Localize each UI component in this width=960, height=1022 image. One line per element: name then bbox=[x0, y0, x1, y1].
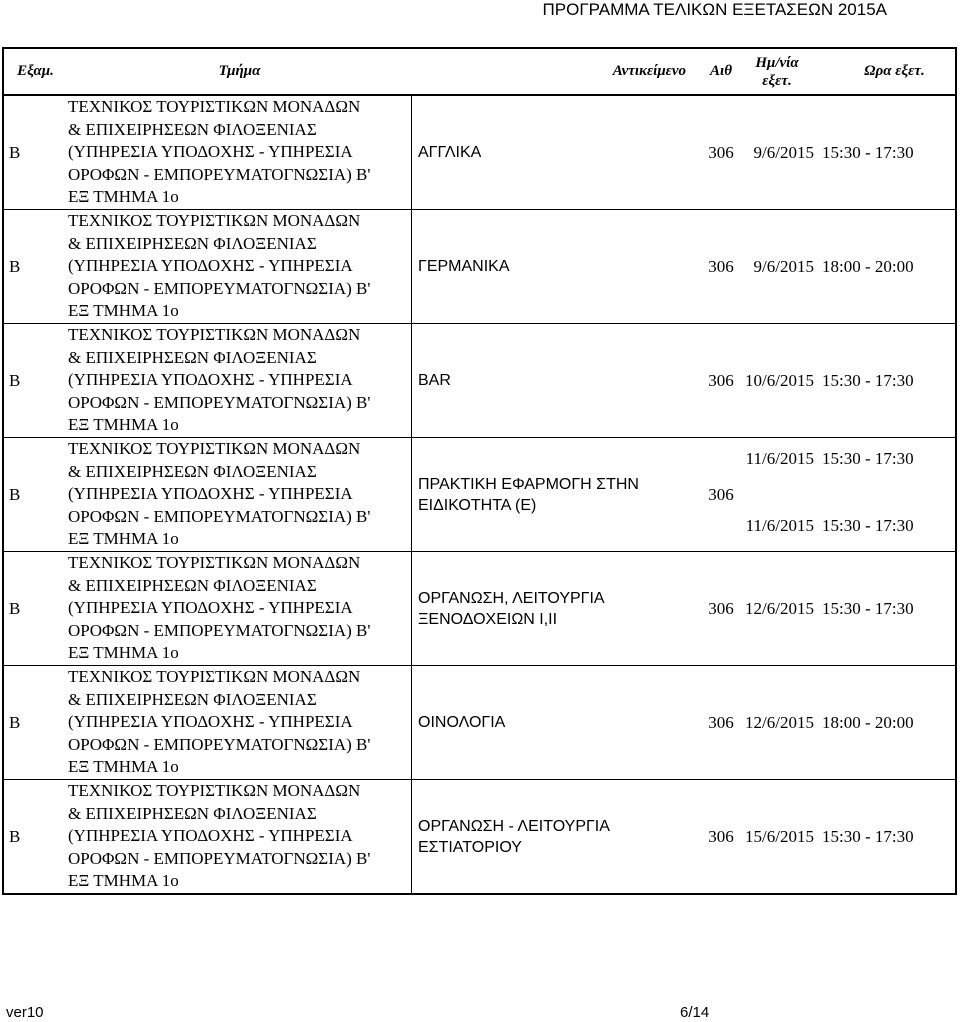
date-cell: 11/6/2015 bbox=[745, 449, 814, 468]
subject-cell: ΟΡΓΑΝΩΣΗ, ΛΕΙΤΟΥΡΓΙΑ ΞΕΝΟΔΟΧΕΙΩΝ Ι,ΙΙ bbox=[418, 589, 605, 628]
department-cell: ΤΕΧΝΙΚΟΣ ΤΟΥΡΙΣΤΙΚΩΝ ΜΟΝΑΔΩΝ & ΕΠΙΧΕΙΡΗΣΕΩΝ ΦΙΛΟΞΕΝΙΑΣ (ΥΠΗΡΕΣΙΑ ΥΠΟΔΟΧΗΣ - ΥΠΗΡΕΣΙΑ ΟΡΟΦΩΝ - ΕΜΠΟΡΕΥΜΑΤΟΓΝΩΣΙΑ) Β' ΕΞ ΤΜΗΜΑ 1ο bbox=[67, 96, 412, 209]
semester-cell: Β bbox=[9, 484, 21, 504]
schedule-slots bbox=[740, 324, 955, 437]
room-cell: 306 bbox=[708, 256, 734, 276]
room-cell: 306 bbox=[708, 598, 734, 618]
date-cell: 12/6/2015 bbox=[745, 712, 814, 732]
room-cell: 306 bbox=[708, 142, 734, 162]
schedule-slot bbox=[740, 142, 955, 164]
semester-cell: Β bbox=[9, 598, 21, 618]
header-room: Αιθ bbox=[710, 63, 732, 79]
date-cell: 9/6/2015 bbox=[753, 142, 814, 162]
table-header bbox=[4, 49, 955, 96]
schedule-slots bbox=[740, 438, 955, 551]
schedule-slot bbox=[740, 448, 955, 470]
room-cell: 306 bbox=[708, 826, 734, 846]
table-row bbox=[4, 210, 955, 324]
room-cell: 306 bbox=[708, 712, 734, 732]
time-cell: 18:00 - 20:00 bbox=[822, 256, 914, 276]
schedule-slots bbox=[740, 552, 955, 665]
schedule-slots bbox=[740, 96, 955, 209]
table-row bbox=[4, 666, 955, 780]
department-cell: ΤΕΧΝΙΚΟΣ ΤΟΥΡΙΣΤΙΚΩΝ ΜΟΝΑΔΩΝ & ΕΠΙΧΕΙΡΗΣΕΩΝ ΦΙΛΟΞΕΝΙΑΣ (ΥΠΗΡΕΣΙΑ ΥΠΟΔΟΧΗΣ - ΥΠΗΡΕΣΙΑ ΟΡΟΦΩΝ - ΕΜΠΟΡΕΥΜΑΤΟΓΝΩΣΙΑ) Β' ΕΞ ΤΜΗΜΑ 1ο bbox=[67, 552, 412, 665]
time-cell: 15:30 - 17:30 bbox=[822, 598, 914, 618]
header-subject: Αντικείμενο bbox=[612, 63, 686, 79]
table-row bbox=[4, 438, 955, 552]
semester-cell: Β bbox=[9, 142, 21, 162]
date-cell: 11/6/2015 bbox=[745, 516, 814, 535]
footer-page-number: 6/14 bbox=[680, 1004, 710, 1021]
document-title: ΠΡΟΓΡΑΜΜΑ ΤΕΛΙΚΩΝ ΕΞΕΤΑΣΕΩΝ 2015Α bbox=[542, 0, 887, 19]
date-cell: 10/6/2015 bbox=[745, 370, 814, 390]
subject-cell: ΟΙΝΟΛΟΓΙΑ bbox=[418, 714, 506, 731]
semester-cell: Β bbox=[9, 370, 21, 390]
semester-cell: Β bbox=[9, 712, 21, 732]
table-row bbox=[4, 96, 955, 210]
time-cell: 15:30 - 17:30 bbox=[822, 516, 914, 535]
room-cell: 306 bbox=[708, 370, 734, 390]
department-cell: ΤΕΧΝΙΚΟΣ ΤΟΥΡΙΣΤΙΚΩΝ ΜΟΝΑΔΩΝ & ΕΠΙΧΕΙΡΗΣΕΩΝ ΦΙΛΟΞΕΝΙΑΣ (ΥΠΗΡΕΣΙΑ ΥΠΟΔΟΧΗΣ - ΥΠΗΡΕΣΙΑ ΟΡΟΦΩΝ - ΕΜΠΟΡΕΥΜΑΤΟΓΝΩΣΙΑ) Β' ΕΞ ΤΜΗΜΑ 1ο bbox=[67, 210, 412, 323]
header-department: Τμήμα bbox=[218, 63, 261, 79]
subject-cell: ΑΓΓΛΙΚΑ bbox=[418, 144, 482, 161]
subject-cell: ΟΡΓΑΝΩΣΗ - ΛΕΙΤΟΥΡΓΙΑ ΕΣΤΙΑΤΟΡΙΟΥ bbox=[418, 817, 610, 856]
date-cell: 9/6/2015 bbox=[753, 256, 814, 276]
footer-version: ver10 bbox=[6, 1004, 44, 1021]
date-cell: 15/6/2015 bbox=[745, 826, 814, 846]
semester-cell: Β bbox=[9, 826, 21, 846]
schedule-slot bbox=[740, 370, 955, 392]
schedule-slots bbox=[740, 666, 955, 779]
exam-schedule-table bbox=[2, 47, 957, 895]
header-semester: Εξαμ. bbox=[17, 63, 54, 79]
department-cell: ΤΕΧΝΙΚΟΣ ΤΟΥΡΙΣΤΙΚΩΝ ΜΟΝΑΔΩΝ & ΕΠΙΧΕΙΡΗΣΕΩΝ ΦΙΛΟΞΕΝΙΑΣ (ΥΠΗΡΕΣΙΑ ΥΠΟΔΟΧΗΣ - ΥΠΗΡΕΣΙΑ ΟΡΟΦΩΝ - ΕΜΠΟΡΕΥΜΑΤΟΓΝΩΣΙΑ) Β' ΕΞ ΤΜΗΜΑ 1ο bbox=[67, 780, 412, 893]
time-cell: 18:00 - 20:00 bbox=[822, 712, 914, 732]
schedule-slot bbox=[740, 826, 955, 848]
department-cell: ΤΕΧΝΙΚΟΣ ΤΟΥΡΙΣΤΙΚΩΝ ΜΟΝΑΔΩΝ & ΕΠΙΧΕΙΡΗΣΕΩΝ ΦΙΛΟΞΕΝΙΑΣ (ΥΠΗΡΕΣΙΑ ΥΠΟΔΟΧΗΣ - ΥΠΗΡΕΣΙΑ ΟΡΟΦΩΝ - ΕΜΠΟΡΕΥΜΑΤΟΓΝΩΣΙΑ) Β' ΕΞ ΤΜΗΜΑ 1ο bbox=[67, 438, 412, 551]
table-row bbox=[4, 324, 955, 438]
room-cell: 306 bbox=[708, 484, 734, 504]
schedule-slot bbox=[740, 256, 955, 278]
time-cell: 15:30 - 17:30 bbox=[822, 370, 914, 390]
time-cell: 15:30 - 17:30 bbox=[822, 449, 914, 468]
time-cell: 15:30 - 17:30 bbox=[822, 826, 914, 846]
schedule-slots bbox=[740, 210, 955, 323]
subject-cell: ΠΡΑΚΤΙΚΗ ΕΦΑΡΜΟΓΗ ΣΤΗΝ ΕΙΔΙΚΟΤΗΤΑ (Ε) bbox=[418, 475, 639, 514]
subject-cell: BAR bbox=[418, 372, 451, 389]
schedule-slot bbox=[740, 598, 955, 620]
department-cell: ΤΕΧΝΙΚΟΣ ΤΟΥΡΙΣΤΙΚΩΝ ΜΟΝΑΔΩΝ & ΕΠΙΧΕΙΡΗΣΕΩΝ ΦΙΛΟΞΕΝΙΑΣ (ΥΠΗΡΕΣΙΑ ΥΠΟΔΟΧΗΣ - ΥΠΗΡΕΣΙΑ ΟΡΟΦΩΝ - ΕΜΠΟΡΕΥΜΑΤΟΓΝΩΣΙΑ) Β' ΕΞ ΤΜΗΜΑ 1ο bbox=[67, 324, 412, 437]
semester-cell: Β bbox=[9, 256, 21, 276]
header-time: Ωρα εξετ. bbox=[864, 63, 925, 79]
header-date: Ημ/νία εξετ. bbox=[755, 54, 799, 89]
table-row bbox=[4, 780, 955, 893]
schedule-slot bbox=[740, 712, 955, 734]
date-cell: 12/6/2015 bbox=[745, 598, 814, 618]
schedule-slots bbox=[740, 780, 955, 893]
subject-cell: ΓΕΡΜΑΝΙΚΑ bbox=[418, 258, 510, 275]
department-cell: ΤΕΧΝΙΚΟΣ ΤΟΥΡΙΣΤΙΚΩΝ ΜΟΝΑΔΩΝ & ΕΠΙΧΕΙΡΗΣΕΩΝ ΦΙΛΟΞΕΝΙΑΣ (ΥΠΗΡΕΣΙΑ ΥΠΟΔΟΧΗΣ - ΥΠΗΡΕΣΙΑ ΟΡΟΦΩΝ - ΕΜΠΟΡΕΥΜΑΤΟΓΝΩΣΙΑ) Β' ΕΞ ΤΜΗΜΑ 1ο bbox=[67, 666, 412, 779]
schedule-slot bbox=[740, 515, 955, 537]
time-cell: 15:30 - 17:30 bbox=[822, 142, 914, 162]
table-row bbox=[4, 552, 955, 666]
